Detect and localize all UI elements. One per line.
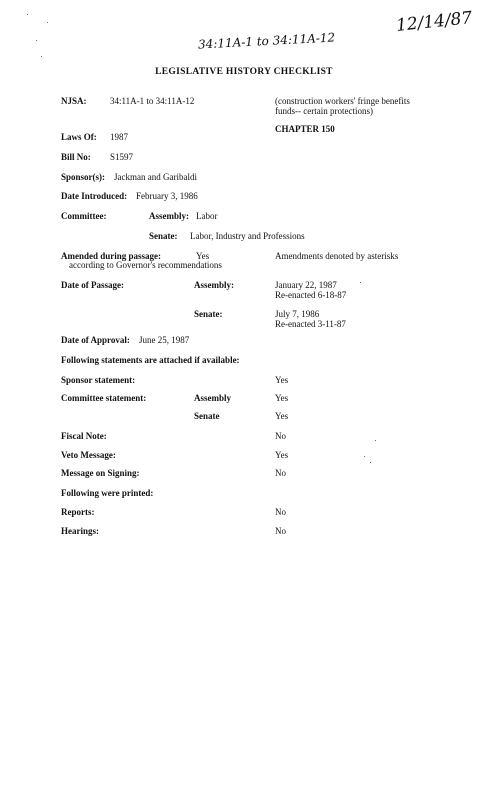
passage-senate-line1: July 7, 1986 (275, 309, 320, 319)
date-introduced-label: Date Introduced: (61, 191, 128, 201)
sponsors-label: Sponsor(s): (61, 172, 106, 182)
veto-message-value: Yes (275, 450, 289, 460)
passage-senate-label: Senate: (194, 309, 223, 319)
scan-speck (27, 14, 28, 15)
committee-statement-assembly-value: Yes (275, 393, 289, 403)
passage-assembly-line2: Re-enacted 6-18-87 (275, 290, 347, 300)
scan-speck (375, 440, 376, 441)
scan-speck (370, 462, 371, 463)
passage-senate-line2: Re-enacted 3-11-87 (275, 319, 346, 329)
scan-speck (360, 282, 361, 283)
amended-note: Amendments denoted by asterisks (275, 251, 399, 261)
statements-header: Following statements are attached if available: (61, 355, 240, 365)
reports-value: No (275, 507, 286, 517)
committee-statement-senate-value: Yes (275, 411, 289, 421)
njsa-label: NJSA: (61, 96, 87, 106)
date-introduced-value: February 3, 1986 (136, 191, 198, 201)
committee-statement-label: Committee statement: (61, 393, 147, 403)
scan-speck (364, 456, 365, 457)
committee-statement-senate-label: Senate (194, 411, 220, 421)
page-title: LEGISLATIVE HISTORY CHECKLIST (155, 67, 333, 77)
committee-senate-value: Labor, Industry and Professions (190, 231, 305, 241)
veto-message-label: Veto Message: (61, 450, 116, 460)
hearings-value: No (275, 526, 286, 536)
laws-of-label: Laws Of: (61, 132, 97, 142)
chapter-number: CHAPTER 150 (275, 124, 335, 134)
scan-speck (36, 40, 37, 41)
amended-label: Amended during passage: (61, 251, 162, 261)
date-of-approval-label: Date of Approval: (61, 335, 130, 345)
amended-sub: according to Governor's recommendations (69, 260, 222, 270)
amended-value: Yes (196, 251, 210, 261)
committee-assembly-label: Assembly: (149, 211, 189, 221)
passage-assembly-line1: January 22, 1987 (275, 280, 337, 290)
laws-of-value: 1987 (110, 132, 128, 142)
message-on-signing-label: Message on Signing: (61, 468, 140, 478)
scan-speck (41, 56, 42, 57)
bill-no-value: S1597 (110, 152, 134, 162)
njsa-description-line1: (construction workers' fringe benefits (275, 96, 410, 106)
njsa-description-line2: funds-- certain protections) (275, 106, 373, 116)
bill-no-label: Bill No: (61, 152, 91, 162)
scan-speck (47, 22, 48, 23)
printed-header: Following were printed: (61, 488, 154, 498)
committee-statement-assembly-label: Assembly (194, 393, 232, 403)
committee-assembly-value: Labor (196, 211, 218, 221)
passage-assembly-label: Assembly: (194, 280, 234, 290)
message-on-signing-value: No (275, 468, 286, 478)
fiscal-note-value: No (275, 431, 286, 441)
sponsor-statement-value: Yes (275, 375, 289, 385)
date-of-passage-label: Date of Passage: (61, 280, 124, 290)
sponsors-value: Jackman and Garibaldi (114, 172, 197, 182)
hearings-label: Hearings: (61, 526, 99, 536)
date-of-approval-value: June 25, 1987 (139, 335, 190, 345)
handwritten-range: 34:11A-1 to 34:11A-12 (197, 30, 336, 52)
sponsor-statement-label: Sponsor statement: (61, 375, 136, 385)
fiscal-note-label: Fiscal Note: (61, 431, 107, 441)
committee-label: Committee: (61, 211, 107, 221)
committee-senate-label: Senate: (149, 231, 178, 241)
njsa-value: 34:11A-1 to 34:11A-12 (110, 96, 195, 106)
reports-label: Reports: (61, 507, 95, 517)
handwritten-date: 12/14/87 (395, 8, 474, 36)
